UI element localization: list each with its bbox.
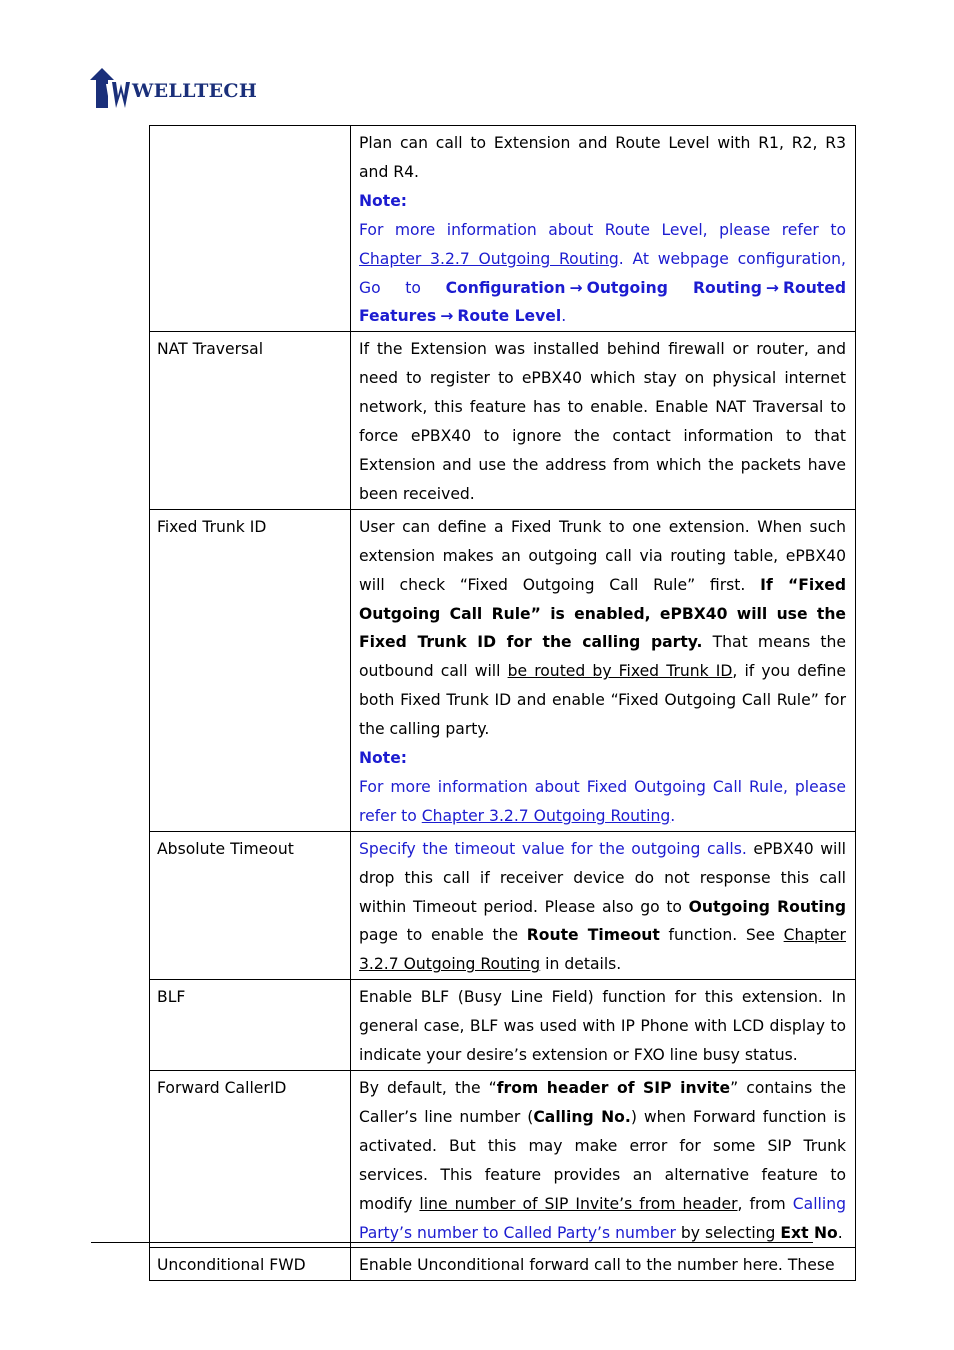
- desc-text-6: .: [837, 1223, 843, 1242]
- feature-cell: Absolute Timeout: [150, 831, 351, 980]
- description-cell: [351, 509, 856, 831]
- desc-blue-1: Calling Party’s number to Called Party’s number: [359, 1194, 846, 1242]
- note-text: [359, 216, 846, 332]
- note-label: Note:: [359, 191, 408, 210]
- description-cell: [351, 831, 856, 980]
- desc-text-2: page to enable the: [359, 926, 527, 945]
- description-cell: [351, 1071, 856, 1248]
- feature-cell: Unconditional FWD: [150, 1248, 351, 1281]
- note-text-2: . At webpage configuration, Go to: [359, 249, 846, 297]
- desc-text: Plan can call to Extension and Route Level with R1, R2, R3 and R4.: [359, 134, 846, 181]
- note-text-3: .: [561, 307, 567, 326]
- table-row: [150, 509, 856, 831]
- desc-underline-1: line number of SIP Invite’s from header: [419, 1194, 738, 1213]
- desc-text: If the Extension was installed behind firewall or router, and need to register to ePBX40 which stay on physical internet network, this feature has to enable. Enable NAT Traversal to force ePBX40 to ignore the contact information to that Extension and use the address from which the packets have been received.: [359, 340, 846, 503]
- feature-table: [149, 125, 856, 1281]
- feature-cell: BLF: [150, 980, 351, 1071]
- desc-text-3: ) when Forward function is activated. But this may make error for some SIP Trunk services. This feature provides an alternative feature to modify: [359, 1107, 846, 1213]
- desc-bold-2: Calling No.: [533, 1107, 631, 1126]
- description-cell: [351, 332, 856, 509]
- description-cell: [351, 980, 856, 1071]
- table-row: [150, 1071, 856, 1248]
- note-label: Note:: [359, 749, 408, 768]
- desc-text-1: ePBX40 will drop this call if receiver device do not response this call within Timeout period. Please also go to: [359, 839, 846, 916]
- desc-text: [359, 835, 846, 980]
- desc-bold-3: Ext No: [780, 1223, 838, 1242]
- desc-text-1: By default, the “: [359, 1079, 497, 1097]
- feature-cell: NAT Traversal: [150, 332, 351, 509]
- desc-text: [359, 1074, 846, 1247]
- arrow-right-icon: →: [569, 278, 583, 297]
- nav-route-level: Route Level: [457, 307, 562, 326]
- desc-text-3: function. See: [659, 926, 784, 945]
- desc-text-4: in details.: [540, 955, 622, 974]
- description-cell: [351, 1248, 856, 1281]
- desc-bold-1: Outgoing Routing: [688, 897, 846, 916]
- nav-outgoing-routing: Outgoing Routing: [586, 278, 762, 297]
- desc-text-2: That means the outbound call will: [359, 633, 847, 681]
- table-row: [150, 1248, 856, 1281]
- desc-text-3: , if you define both Fixed Trunk ID and enable “Fixed Outgoing Call Rule” for the calling party.: [359, 662, 846, 739]
- feature-cell: [150, 126, 351, 332]
- table-row: [150, 831, 856, 980]
- desc-bold-1: from header of SIP invite: [496, 1079, 731, 1097]
- chapter-link[interactable]: Chapter 3.2.7 Outgoing Routing: [421, 806, 671, 825]
- desc-text-5: by selecting: [675, 1223, 781, 1242]
- chapter-link[interactable]: Chapter 3.2.7 Outgoing Routing: [359, 926, 846, 974]
- desc-text-1: User can define a Fixed Trunk to one extension. When such extension makes an outgoing call via routing table, ePBX40 will check “Fixed Outgoing Call Rule” first.: [359, 517, 846, 594]
- desc-text: Enable BLF (Busy Line Field) function for this extension. In general case, BLF was used with IP Phone with LCD display to indicate your desire’s extension or FXO line busy status.: [359, 988, 846, 1065]
- description-cell: [351, 126, 856, 332]
- note-text-1: For more information about Fixed Outgoing Call Rule, please refer to: [359, 777, 846, 825]
- note-text-2: .: [670, 806, 676, 825]
- table-row: [150, 126, 856, 332]
- nav-routed-features: Routed Features: [359, 278, 846, 326]
- arrow-right-icon: →: [765, 278, 779, 297]
- desc-text-2: ” contains the Caller’s line number (: [359, 1079, 846, 1126]
- feature-cell: Fixed Trunk ID: [150, 509, 351, 831]
- table-row: [150, 332, 856, 509]
- nav-configuration: Configuration: [445, 278, 566, 297]
- welltech-logo: [88, 66, 268, 110]
- arrow-right-icon: →: [440, 307, 454, 326]
- note-text-1: For more information about Route Level, please refer to: [359, 220, 846, 239]
- desc-text: Enable Unconditional forward call to the number here. These: [359, 1256, 835, 1275]
- welltech-logo-icon: [88, 66, 134, 110]
- feature-cell: Forward CallerID: [150, 1071, 351, 1248]
- desc-text-4: , from: [737, 1194, 793, 1213]
- logo-text: WELLTECH: [132, 80, 258, 102]
- desc-text: [359, 513, 846, 744]
- chapter-link[interactable]: Chapter 3.2.7 Outgoing Routing: [359, 249, 619, 268]
- desc-underline-1: be routed by Fixed Trunk ID: [507, 662, 733, 681]
- desc-bold-2: Route Timeout: [526, 926, 660, 945]
- desc-bold-1: If “Fixed Outgoing Call Rule” is enabled, ePBX40 will use the Fixed Trunk ID for the calling party.: [359, 575, 847, 652]
- table-row: [150, 980, 856, 1071]
- footer-divider: [91, 1242, 813, 1243]
- note-text: [359, 773, 846, 831]
- desc-blue-1: Specify the timeout value for the outgoing calls.: [359, 839, 747, 858]
